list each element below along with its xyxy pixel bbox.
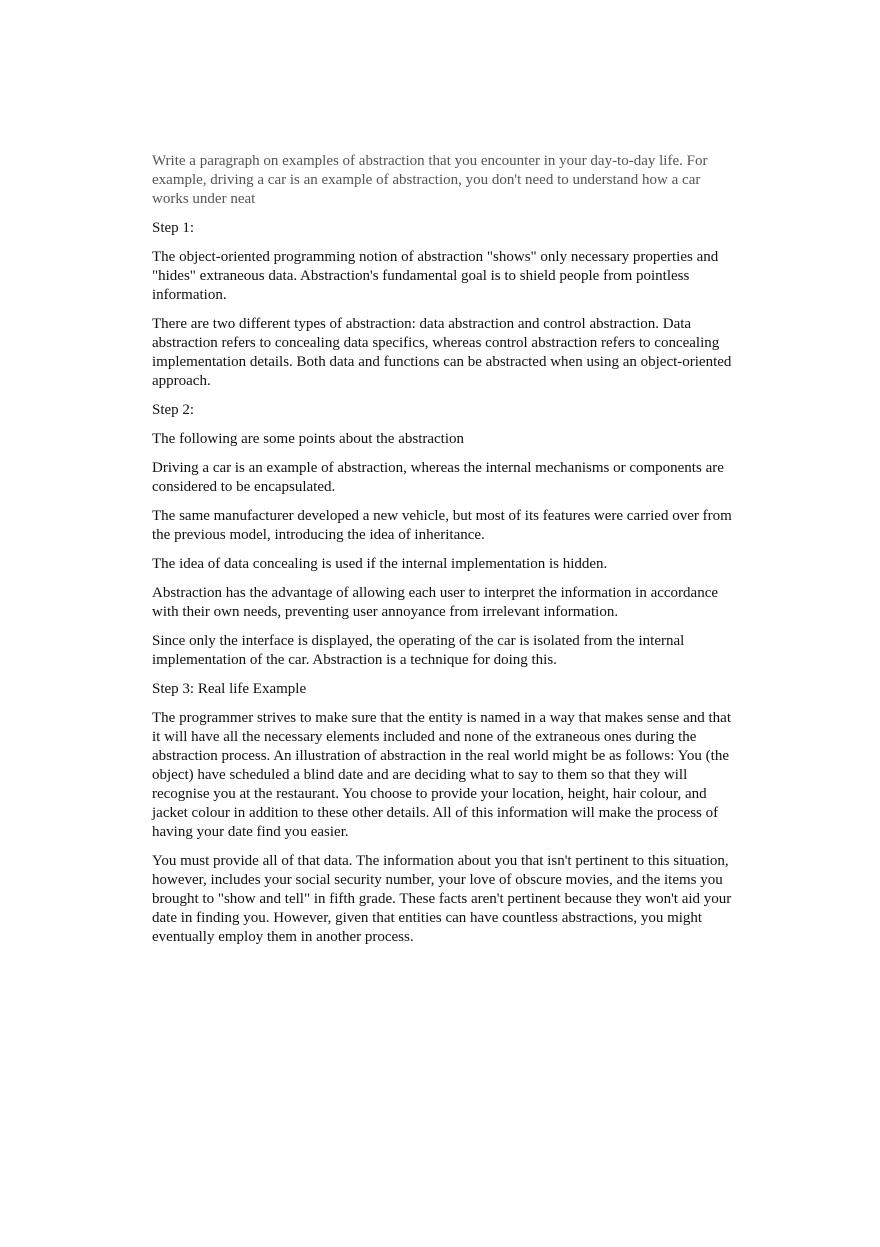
question-prompt: Write a paragraph on examples of abstraction that you encounter in your day-to-day life. For example, driving a car is an example of abstraction, you don't need to understand how a car works under neat bbox=[152, 153, 708, 207]
paragraph-inheritance: The same manufacturer developed a new vehicle, but most of its features were carried over from the previous model, introducing the idea of inheritance. bbox=[152, 508, 732, 543]
paragraph-abstraction-types: There are two different types of abstraction: data abstraction and control abstraction. Data abstraction refers to concealing data specifics, whereas control abstraction refers to concealing implementation details. Both data and functions can be abstracted when using an object-oriented approach. bbox=[152, 316, 732, 389]
step-3-heading: Step 3: Real life Example bbox=[152, 681, 307, 697]
paragraph-blind-date-example: The programmer strives to make sure that the entity is named in a way that makes sense and that it will have all the necessary elements included and none of the extraneous ones during the abstraction process. An illustration of abstraction in the real world might be as follows: You (the object) have scheduled a blind date and are deciding what to say to them so that they will recognise you at the restaurant. You choose to provide your location, height, hair colour, and jacket colour in addition to these other details. All of this information will make the process of having your date find you easier. bbox=[152, 710, 731, 840]
paragraph-driving-car: Driving a car is an example of abstraction, whereas the internal mechanisms or components are considered to be encapsulated. bbox=[152, 460, 724, 495]
paragraph-interface: Since only the interface is displayed, the operating of the car is isolated from the internal implementation of the car. Abstraction is a technique for doing this. bbox=[152, 633, 685, 668]
document-body bbox=[152, 152, 732, 957]
paragraph-irrelevant-data: You must provide all of that data. The information about you that isn't pertinent to this situation, however, includes your social security number, your love of obscure movies, and the items you brought to "show and tell" in fifth grade. These facts aren't pertinent because they won't aid your date in finding you. However, given that entities can have countless abstractions, you might eventually employ them in another process. bbox=[152, 853, 732, 945]
paragraph-data-concealing: The idea of data concealing is used if the internal implementation is hidden. bbox=[152, 556, 608, 572]
paragraph-points-intro: The following are some points about the abstraction bbox=[152, 431, 465, 447]
step-2-heading: Step 2: bbox=[152, 402, 195, 418]
step-1-heading: Step 1: bbox=[152, 220, 195, 236]
paragraph-advantage: Abstraction has the advantage of allowing each user to interpret the information in accordance with their own needs, preventing user annoyance from irrelevant information. bbox=[152, 585, 719, 620]
paragraph-abstraction-notion: The object-oriented programming notion of abstraction "shows" only necessary properties and "hides" extraneous data. Abstraction's fundamental goal is to shield people from pointless information. bbox=[152, 249, 719, 303]
